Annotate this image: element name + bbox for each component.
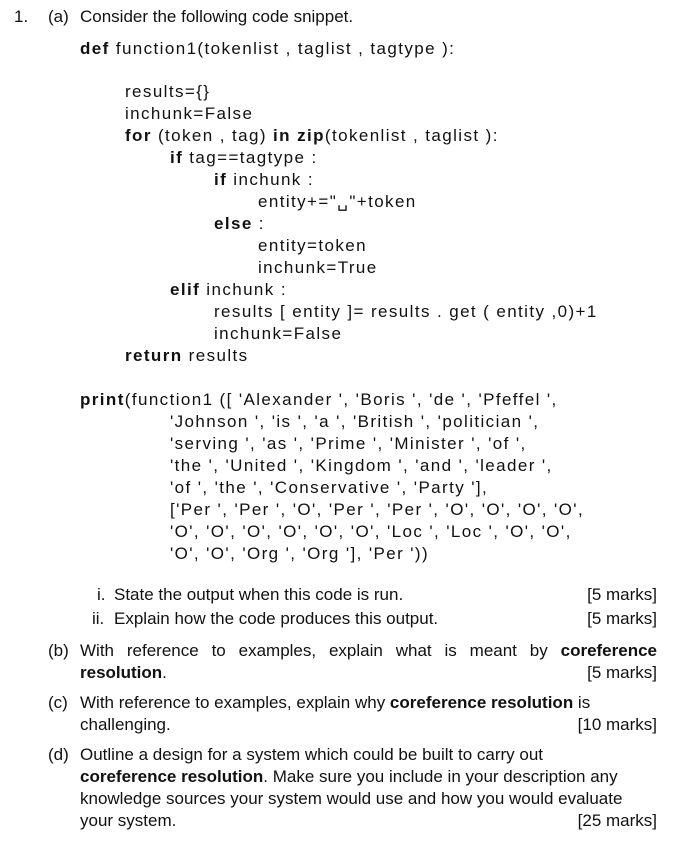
code-line-inchunk: inchunk=False <box>125 104 254 123</box>
code-for-rest1: (token , tag) <box>151 126 274 145</box>
subquestion-i-marks: [5 marks] <box>587 585 657 604</box>
part-a-label: (a) <box>48 7 69 26</box>
part-d-line-2 <box>80 766 618 788</box>
part-b-period: . <box>162 663 167 682</box>
keyword-if-2: if <box>214 170 228 189</box>
keyword-print: print <box>80 390 125 409</box>
keyword-zip: zip <box>290 126 325 145</box>
code-line-for <box>125 125 499 147</box>
code-if2-rest: inchunk : <box>227 170 314 189</box>
part-b-label: (b) <box>48 641 69 660</box>
code-line-print-8: 'O', 'O', 'Org ', 'Org '], 'Per ')) <box>170 544 430 563</box>
part-b-line-1 <box>80 640 657 662</box>
subquestion-i-text: State the output when this code is run. <box>114 585 404 604</box>
part-d-line-4: your system. <box>80 811 177 830</box>
part-b-term-2: resolution <box>80 663 163 682</box>
keyword-return: return <box>125 346 183 365</box>
subquestion-ii-text: Explain how the code produces this output. <box>114 609 439 628</box>
code-line-def <box>80 38 455 60</box>
code-line-results: results={} <box>125 82 211 101</box>
code-line-print-5: 'of ', 'the ', 'Conservative ', 'Party '], <box>170 478 489 497</box>
code-line-print-6: ['Per ', 'Per ', 'O', 'Per ', 'Per ', 'O', 'O', 'O', 'O', <box>170 500 585 519</box>
code-line-inchunk-false: inchunk=False <box>214 324 343 343</box>
code-line-else <box>214 213 265 235</box>
part-d-text: . Make sure you include in your description any <box>263 767 618 786</box>
part-c-marks: [10 marks] <box>577 715 657 734</box>
code-line-if <box>170 147 318 169</box>
code-line-print <box>80 389 558 411</box>
code-signature: function1(tokenlist , taglist , tagtype ): <box>109 39 456 58</box>
part-b-marks: [5 marks] <box>587 663 657 682</box>
part-d-line-1: Outline a design for a system which could be built to carry out <box>80 745 544 764</box>
code-elif-rest: inchunk : <box>200 280 287 299</box>
part-c-text: With reference to examples, explain why <box>80 693 390 712</box>
keyword-if: if <box>170 148 184 167</box>
code-for-rest2: (tokenlist , taglist ): <box>324 126 499 145</box>
part-c-text-end: is <box>573 693 591 712</box>
code-return-rest: results <box>182 346 249 365</box>
keyword-elif: elif <box>170 280 201 299</box>
code-line-print-7: 'O', 'O', 'O', 'O', 'O', 'O', 'Loc ', 'Loc ', 'O', 'O', <box>170 522 572 541</box>
question-number: 1. <box>14 7 29 26</box>
code-print-rest: (function1 ([ 'Alexander ', 'Boris ', 'de ', 'Pfeffel ', <box>124 390 558 409</box>
code-line-results-set: results [ entity ]= results . get ( entity ,0)+1 <box>214 302 598 321</box>
part-b-term: coreference <box>560 641 657 660</box>
code-line-entity-add: entity+="␣"+token <box>258 192 417 211</box>
part-a-intro: Consider the following code snippet. <box>80 7 354 26</box>
subquestion-i-label: i. <box>97 585 106 604</box>
code-else-rest: : <box>252 214 265 233</box>
keyword-else: else <box>214 214 253 233</box>
keyword-for: for <box>125 126 152 145</box>
code-line-if-inchunk <box>214 169 314 191</box>
code-line-return <box>125 345 249 367</box>
code-line-entity-set: entity=token <box>258 236 367 255</box>
part-c-line-2: challenging. <box>80 715 171 734</box>
part-b-line-2 <box>80 662 167 684</box>
part-c-line-1 <box>80 692 590 714</box>
code-if-rest: tag==tagtype : <box>183 148 318 167</box>
subquestion-ii-marks: [5 marks] <box>587 609 657 628</box>
part-b-text: With reference to examples, explain what is meant by <box>80 641 561 660</box>
part-c-label: (c) <box>48 693 68 712</box>
part-d-term: coreference resolution <box>80 767 264 786</box>
code-line-elif <box>170 279 287 301</box>
part-c-term: coreference resolution <box>389 693 574 712</box>
part-d-marks: [25 marks] <box>577 811 657 830</box>
subquestion-ii-label: ii. <box>92 609 105 628</box>
code-line-print-4: 'the ', 'United ', 'Kingdom ', 'and ', 'leader ', <box>170 456 553 475</box>
code-line-inchunk-true: inchunk=True <box>258 258 378 277</box>
code-line-print-3: 'serving ', 'as ', 'Prime ', 'Minister ', 'of ', <box>170 434 527 453</box>
keyword-def: def <box>80 39 110 58</box>
keyword-in: in <box>273 126 291 145</box>
part-d-line-3: knowledge sources your system would use and how you would evaluate <box>80 789 623 808</box>
part-d-label: (d) <box>48 745 69 764</box>
code-line-print-2: 'Johnson ', 'is ', 'a ', 'British ', 'politician ', <box>170 412 540 431</box>
